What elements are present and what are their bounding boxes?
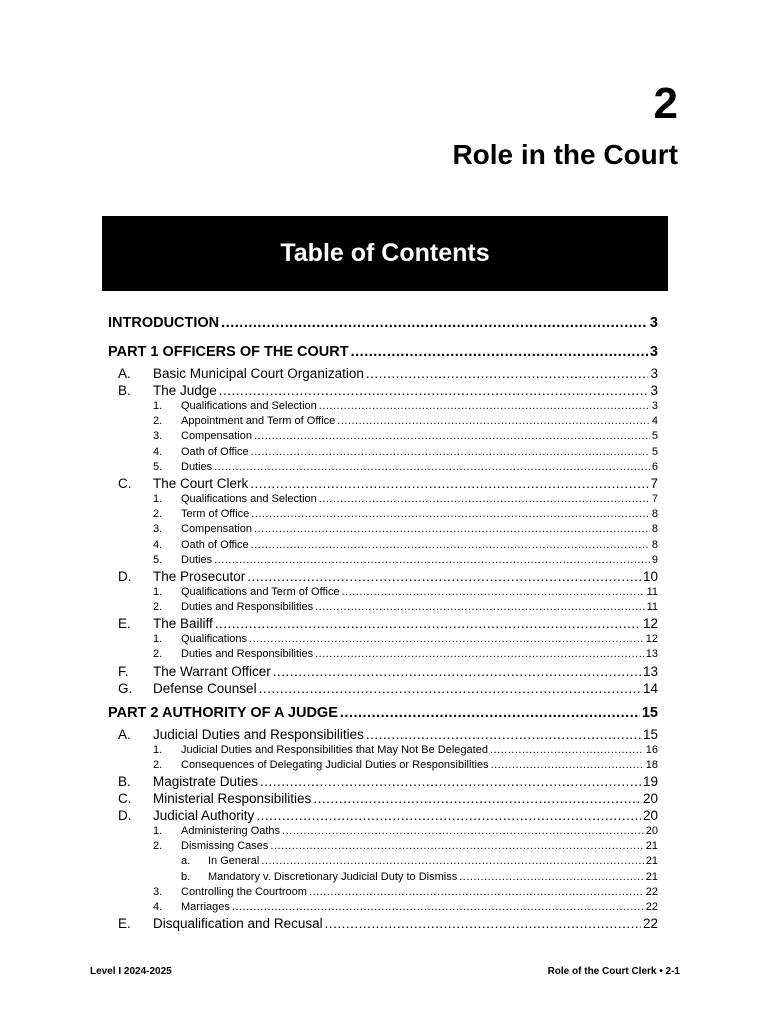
toc-dot-leader (325, 915, 641, 932)
toc-entry[interactable] (108, 915, 658, 932)
toc-entry-label: 3. (153, 430, 163, 443)
toc-dot-leader (221, 310, 648, 336)
toc-entry[interactable] (108, 310, 658, 336)
toc-dot-leader (366, 365, 649, 382)
toc-dot-leader (319, 399, 650, 414)
toc-heading: Table of Contents (280, 239, 490, 267)
toc-entry-title: In General (208, 855, 260, 868)
toc-entry-page: 5 (651, 445, 658, 458)
toc-entry[interactable] (108, 790, 658, 807)
toc-entry[interactable] (108, 382, 658, 399)
toc-entry-label: F. (118, 663, 129, 679)
toc-entry[interactable] (108, 445, 658, 460)
toc-entry-label: 2. (153, 508, 163, 521)
toc-entry-label: D. (118, 568, 132, 584)
toc-entry-page: 21 (645, 870, 658, 883)
toc-entry-label: G. (118, 680, 133, 696)
toc-entry[interactable] (108, 726, 658, 743)
toc-entry-title: Compensation (181, 523, 252, 536)
toc-entry-page: 3 (650, 366, 658, 381)
toc-dot-leader (490, 743, 644, 758)
toc-entry-page: 6 (651, 460, 658, 473)
toc-entry-page: 11 (646, 585, 658, 598)
toc-entry-label: 5. (153, 460, 163, 473)
toc-entry-page: 15 (642, 726, 658, 742)
toc-dot-leader (254, 522, 650, 537)
toc-entry-title: Defense Counsel (153, 680, 257, 696)
toc-entry-title: Magistrate Duties (153, 774, 259, 789)
toc-entry-page: 13 (645, 648, 658, 661)
toc-dot-leader (273, 663, 641, 680)
toc-entry[interactable] (108, 632, 658, 647)
toc-entry-label: 3. (153, 885, 163, 898)
toc-dot-leader (459, 870, 644, 885)
toc-dot-leader (260, 773, 641, 790)
toc-entry-title: Marriages (181, 900, 230, 913)
footer-left: Level I 2024-2025 (90, 966, 172, 977)
toc-entry-page: 8 (651, 538, 658, 551)
toc-entry-page: 21 (645, 855, 658, 868)
toc-entry-label: B. (118, 383, 131, 398)
toc-entry-label: 1. (153, 492, 163, 505)
toc-dot-leader (250, 475, 648, 492)
toc-entry[interactable] (108, 568, 658, 585)
toc-dot-leader (259, 680, 641, 697)
toc-entry[interactable] (108, 663, 658, 680)
toc-entry-label: 5. (153, 553, 163, 566)
toc-entry-page: 3 (649, 315, 658, 331)
toc-entry[interactable] (108, 615, 658, 632)
toc-entry-title: Duties (181, 460, 213, 473)
toc-entry-title: Qualifications and Selection (181, 492, 317, 505)
toc-entry-label: 1. (153, 400, 163, 412)
toc-entry-title: Compensation (181, 430, 252, 443)
toc-entry[interactable] (108, 507, 658, 522)
toc-entry-label: 2. (153, 415, 163, 428)
toc-dot-leader (214, 460, 650, 475)
toc-entry-title: Oath of Office (181, 445, 249, 458)
toc-entry-page: 16 (645, 743, 658, 756)
toc-entry-page: 7 (651, 492, 658, 505)
toc-entry-page: 19 (642, 774, 658, 789)
toc-entry-title: Oath of Office (181, 538, 249, 551)
toc-entry-label: 2. (153, 648, 163, 661)
toc-entry-page: 22 (645, 885, 658, 898)
toc-entry[interactable] (108, 647, 658, 662)
toc-dot-leader (270, 839, 643, 854)
toc-dot-leader (251, 507, 650, 522)
toc-dot-leader (249, 632, 644, 647)
toc-entry-title: Duties and Responsibilities (181, 601, 314, 614)
toc-entry-title: Duties and Responsibilities (181, 648, 314, 661)
toc-entry[interactable] (108, 538, 658, 553)
toc-entry[interactable] (108, 585, 658, 600)
toc-entry-title: PART 2 AUTHORITY OF A JUDGE (108, 704, 338, 721)
toc-entry[interactable] (108, 492, 658, 507)
toc-entry[interactable] (108, 475, 658, 492)
toc-entry-title: Qualifications (181, 633, 248, 646)
toc-entry[interactable] (108, 365, 658, 382)
toc-entry-label: E. (118, 616, 131, 632)
toc-entry-page: 13 (642, 663, 658, 679)
toc-entry-label: C. (118, 475, 132, 491)
toc-entry-title: The Judge (153, 383, 217, 398)
toc-dot-leader (254, 429, 650, 444)
toc-entry-page: 7 (650, 475, 658, 491)
toc-entry-page: 12 (645, 633, 658, 646)
toc-entry-page: 4 (651, 415, 658, 428)
toc-entry-page: 22 (642, 916, 658, 932)
toc-entry-title: PART 1 OFFICERS OF THE COURT (108, 344, 349, 360)
toc-entry-title: Mandatory v. Discretionary Judicial Duty to Dismiss (208, 870, 458, 883)
chapter-number: 2 (653, 79, 678, 128)
toc-entry-title: Term of Office (181, 508, 250, 521)
toc-dot-leader (309, 885, 644, 900)
toc-dot-leader (256, 807, 641, 824)
toc-entry-title: The Prosecutor (153, 568, 246, 584)
toc-entry-page: 14 (642, 680, 658, 696)
toc-entry-label: E. (118, 916, 131, 932)
toc-entry-page: 12 (642, 616, 658, 632)
toc-entry-label: 2. (153, 601, 163, 614)
toc-entry-title: Disqualification and Recusal (153, 916, 323, 932)
toc-entry-page: 20 (642, 808, 658, 823)
toc-entry-label: 1. (153, 743, 163, 756)
toc-entry-page: 22 (645, 900, 658, 913)
toc-entry-page: 9 (651, 553, 658, 566)
toc-dot-leader (232, 900, 644, 915)
toc-dot-leader (351, 339, 648, 365)
toc-entry-title: Ministerial Responsibilities (153, 791, 312, 806)
toc-entry-label: 1. (153, 585, 163, 598)
toc-entry-label: C. (118, 791, 132, 806)
toc-entry-page: 8 (651, 508, 658, 521)
toc-entry[interactable] (108, 807, 658, 824)
toc-entry[interactable] (108, 339, 658, 365)
toc-dot-leader (319, 492, 650, 507)
toc-entry-label: a. (181, 855, 191, 868)
toc-entry-label: A. (118, 366, 131, 381)
toc-entry-title: The Warrant Officer (153, 663, 271, 679)
toc-entry-title: Appointment and Term of Office (181, 415, 336, 428)
toc-entry-label: 4. (153, 538, 163, 551)
toc-entry[interactable] (108, 680, 658, 697)
toc-entry-page: 18 (645, 758, 658, 771)
toc-entry-page: 10 (642, 568, 658, 584)
toc-dot-leader (366, 726, 641, 743)
toc-entry-title: The Court Clerk (153, 475, 249, 491)
toc-dot-leader (247, 568, 641, 585)
toc-entry-label: b. (181, 870, 191, 883)
toc-entry-label: 1. (153, 633, 163, 646)
toc-entry-label: 2. (153, 840, 163, 853)
toc-entry[interactable] (108, 824, 658, 839)
toc-entry-title: Judicial Duties and Responsibilities (153, 726, 364, 742)
toc-entry[interactable] (108, 399, 658, 414)
toc-entry-title: Administering Oaths (181, 825, 281, 837)
toc-dot-leader (251, 538, 650, 553)
toc-dot-leader (491, 758, 644, 773)
toc-entry-title: Dismissing Cases (181, 840, 269, 853)
toc-entry-label: B. (118, 774, 131, 789)
toc-entry[interactable] (108, 743, 658, 758)
toc-dot-leader (340, 700, 640, 726)
footer-right: Role of the Court Clerk • 2-1 (547, 966, 680, 977)
toc-entry[interactable] (108, 885, 658, 900)
toc-dot-leader (313, 790, 641, 807)
toc-entry-page: 15 (641, 704, 658, 721)
toc-dot-leader (337, 414, 650, 429)
table-of-contents (108, 310, 658, 932)
toc-entry-page: 11 (646, 601, 658, 614)
toc-entry-title: Qualifications and Selection (181, 400, 317, 412)
toc-entry-page: 3 (651, 400, 658, 412)
toc-entry-title: Duties (181, 553, 213, 566)
toc-entry-title: The Bailiff (153, 616, 213, 632)
toc-dot-leader (261, 854, 643, 869)
toc-entry-page: 8 (651, 523, 658, 536)
toc-entry-title: INTRODUCTION (108, 315, 220, 331)
toc-entry[interactable] (108, 429, 658, 444)
toc-entry-label: 3. (153, 523, 163, 536)
toc-dot-leader (219, 382, 649, 399)
toc-entry-title: Judicial Duties and Responsibilities that May Not Be Delegated (181, 743, 488, 756)
toc-dot-leader (214, 553, 650, 568)
toc-entry-label: 1. (153, 825, 163, 837)
toc-entry-label: 2. (153, 758, 163, 771)
toc-entry-page: 3 (650, 383, 658, 398)
toc-dot-leader (315, 647, 644, 662)
toc-entry[interactable] (108, 700, 658, 726)
toc-entry-page: 21 (645, 840, 658, 853)
toc-entry[interactable] (108, 870, 658, 885)
toc-entry-title: Judicial Authority (153, 808, 255, 823)
toc-entry-page: 20 (642, 791, 658, 806)
toc-entry[interactable] (108, 553, 658, 568)
toc-entry[interactable] (108, 600, 658, 615)
toc-entry-label: 4. (153, 445, 163, 458)
toc-entry-label: D. (118, 808, 132, 823)
toc-entry[interactable] (108, 522, 658, 537)
toc-entry[interactable] (108, 839, 658, 854)
toc-entry-label: A. (118, 726, 131, 742)
toc-dot-leader (215, 615, 641, 632)
toc-entry-title: Basic Municipal Court Organization (153, 366, 364, 381)
toc-entry-page: 5 (651, 430, 658, 443)
toc-dot-leader (315, 600, 645, 615)
toc-entry[interactable] (108, 900, 658, 915)
chapter-title: Role in the Court (452, 139, 678, 170)
toc-dot-leader (251, 445, 650, 460)
toc-entry-label: 4. (153, 900, 163, 913)
toc-entry[interactable] (108, 773, 658, 790)
toc-entry[interactable] (108, 758, 658, 773)
toc-entry-title: Qualifications and Term of Office (181, 585, 340, 598)
toc-entry-title: Consequences of Delegating Judicial Duties or Responsibilities (181, 758, 489, 771)
toc-entry[interactable] (108, 414, 658, 429)
toc-entry[interactable] (108, 460, 658, 475)
toc-dot-leader (282, 824, 644, 839)
toc-entry-title: Controlling the Courtroom (181, 885, 307, 898)
toc-heading-banner (102, 216, 668, 291)
toc-dot-leader (342, 585, 645, 600)
toc-entry[interactable] (108, 854, 658, 869)
toc-entry-page: 20 (645, 825, 658, 837)
toc-entry-page: 3 (649, 344, 658, 360)
